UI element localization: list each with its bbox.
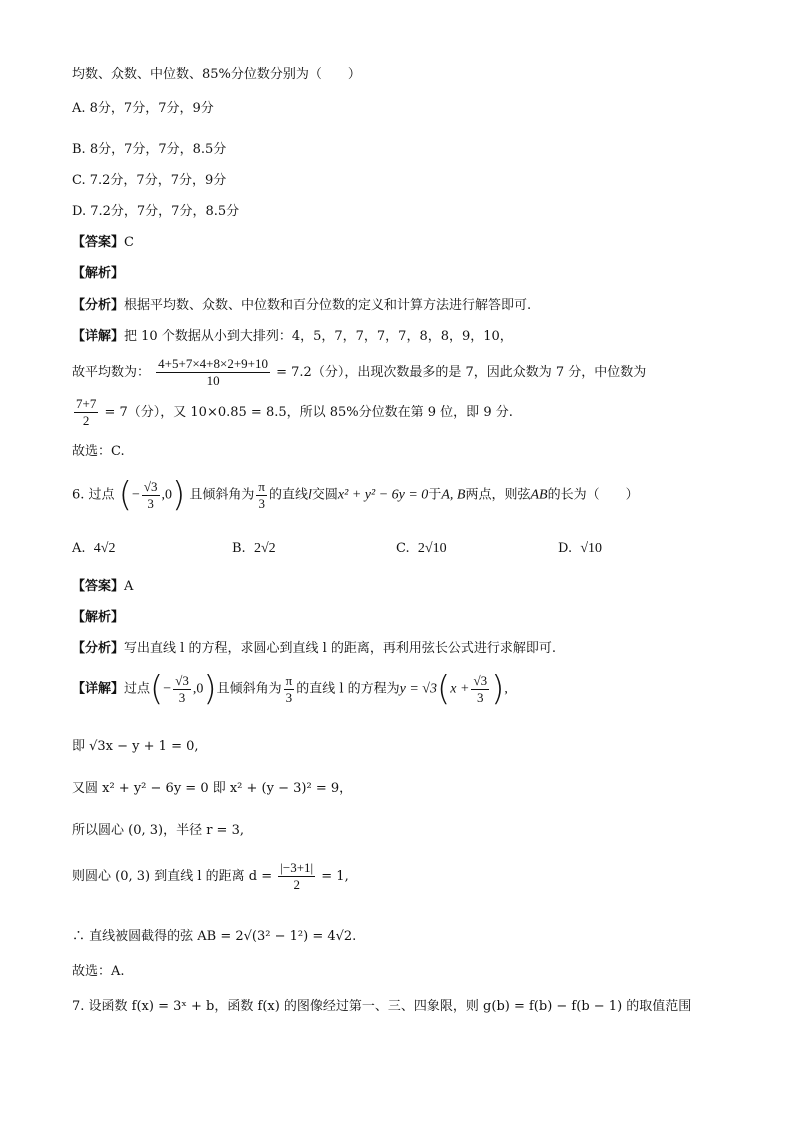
stem-mid1: 且倾斜角为 [189, 487, 255, 503]
xj-point-tail: ,0 [192, 681, 204, 697]
answer-value: C [124, 235, 134, 250]
q5-mean-line [72, 356, 646, 389]
q5-xiangjie [72, 328, 513, 346]
paren-close: ) [172, 475, 186, 515]
q6-line5 [72, 860, 349, 893]
eq-den: 3 [477, 689, 484, 705]
q5-choose: 故选：C. [72, 444, 125, 459]
eq-left: y = √3 [399, 681, 437, 697]
chord-ab: AB [530, 487, 548, 503]
mean-fraction [156, 356, 270, 389]
option-label: D. [558, 541, 573, 556]
q5-fenxi [72, 297, 531, 315]
median-suffix: = 7（分），又 10×0.85 = 8.5，所以 85%分位数在第 9 位，即 9 分. [104, 405, 513, 420]
point-fraction [142, 479, 160, 512]
stem-mid2: 的直线 [269, 487, 309, 503]
q5-answer [72, 234, 134, 252]
xiangjie-tag: 【详解】 [72, 329, 125, 344]
q6-fenxi [72, 640, 556, 658]
analysis-tag: 【解析】 [72, 610, 125, 625]
paren-open: ( [150, 669, 164, 709]
q6-number: 6. 过点 [72, 487, 115, 503]
q6-analysis-heading [72, 609, 124, 627]
option-label: A. [72, 541, 86, 556]
q6-option-a [72, 541, 115, 557]
median-denominator: 2 [82, 413, 90, 428]
xj-point-den: 3 [178, 689, 186, 705]
q6-option-c [396, 541, 447, 557]
q6-xiangjie-1: 【详解】过点(− $\frac{√3}{3}$ ,0)且倾斜角为 $\frac{\pi}{3}$ 的直线 l 的方程为y = √3(x + $\frac{√3}{3}$ ), [72, 669, 508, 709]
option-value: √10 [580, 541, 603, 556]
fenxi-text: 写出直线 l 的方程，求圆心到直线 l 的距离，再利用弦长公式进行求解即可. [124, 641, 556, 656]
stem-end: 的长为（ ） [547, 487, 639, 503]
xj-angle-num: π [285, 672, 293, 688]
analysis-tag: 【解析】 [72, 266, 125, 281]
answer-tag: 【答案】 [72, 579, 125, 594]
q5-stem-tail: 均数、众数、中位数、85%分位数分别为（ ） [72, 67, 361, 82]
line5-b: = 1, [321, 869, 349, 884]
answer-value: A [124, 579, 134, 594]
xj-angle-den: 3 [285, 689, 293, 705]
ab-points: A, B [441, 487, 466, 503]
distance-num: |−3+1| [280, 860, 314, 875]
q6-line2: 即 √3x − y + 1 = 0, [72, 739, 199, 754]
point-tail: ,0 [161, 487, 172, 503]
answer-tag: 【答案】 [72, 235, 125, 250]
eq-num: √3 [473, 672, 488, 688]
distance-den: 2 [293, 877, 300, 892]
q5-option-d: D. 7.2分，7分，7分，8.5分 [72, 204, 240, 219]
stem-mid3: 交圆 [311, 487, 338, 503]
point-den: 3 [147, 495, 154, 511]
mean-prefix: 故平均数为： [72, 365, 151, 380]
angle-num: π [258, 478, 265, 494]
option-label: C. [396, 541, 410, 556]
xiangjie-tag: 【详解】 [72, 681, 125, 697]
q5-median-line [72, 396, 513, 429]
mean-numerator: 4+5+7×4+8×2+9+10 [158, 356, 268, 371]
option-label: B. [232, 541, 246, 556]
xj1-b: 且倾斜角为 [216, 681, 282, 697]
line5-a: 则圆心 (0, 3) 到直线 l 的距离 d = [72, 869, 273, 884]
q6-line4: 所以圆心 (0, 3)，半径 r = 3, [72, 823, 244, 838]
xj1-c: 的直线 l 的方程为 [296, 681, 400, 697]
xj-point-num: √3 [175, 672, 189, 688]
q5-analysis-heading [72, 265, 124, 283]
point-num: √3 [143, 478, 158, 494]
xiangjie-text: 把 10 个数据从小到大排列：4，5，7，7，7，7，8，8，9，10， [124, 329, 513, 344]
mean-suffix: = 7.2（分），出现次数最多的是 7，因此众数为 7 分，中位数为 [276, 365, 647, 380]
angle-fraction [256, 479, 267, 512]
fenxi-text: 根据平均数、众数、中位数和百分位数的定义和计算方法进行解答即可. [124, 298, 532, 313]
q5-option-b: B. 8分，7分，7分，8.5分 [72, 142, 227, 157]
angle-den: 3 [258, 495, 265, 511]
option-value: 2√10 [417, 541, 447, 556]
q6-option-d [558, 541, 602, 557]
paren-close: ) [491, 669, 505, 709]
q6-option-b [232, 541, 276, 557]
paren-open: ( [118, 475, 132, 515]
circle-equation: x² + y² − 6y = 0 [337, 487, 429, 503]
q6-line3: 又圆 x² + y² − 6y = 0 即 x² + (y − 3)² = 9， [72, 781, 353, 796]
distance-fraction [278, 860, 315, 893]
q6-stem: 6. 过点 (− $\frac{√3}{3}$ ,0) 且倾斜角为 $\frac{\pi}{3}$ 的直线l交圆x² + y² − 6y = 0于A, B两点，则弦AB的长为（ ） [72, 475, 639, 515]
q6-answer [72, 578, 133, 596]
eq-fraction [471, 673, 489, 706]
q5-option-a: A. 8分，7分，7分，9分 [72, 101, 214, 116]
fenxi-tag: 【分析】 [72, 641, 125, 656]
q6-choose: 故选：A. [72, 964, 125, 979]
stem-mid5: 两点，则弦 [465, 487, 531, 503]
median-fraction [74, 396, 98, 429]
q5-option-c: C. 7.2分，7分，7分，9分 [72, 173, 227, 188]
median-numerator: 7+7 [76, 396, 97, 411]
stem-mid4: 于 [428, 487, 442, 503]
xj-point-fraction [173, 673, 191, 706]
xj-angle-fraction [284, 673, 295, 706]
q6-line6: ∴ 直线被圆截得的弦 AB = 2√(3² − 1²) = 4√2. [72, 929, 357, 944]
paren-open: ( [437, 669, 451, 709]
option-value: 2√2 [253, 541, 276, 556]
xj1-a: 过点 [124, 681, 151, 697]
mean-denominator: 10 [206, 373, 220, 388]
line-l: l [308, 487, 312, 503]
fenxi-tag: 【分析】 [72, 298, 125, 313]
eq-inner: x + [450, 681, 470, 697]
paren-close: ) [203, 669, 217, 709]
option-value: 4√2 [93, 541, 116, 556]
q7-stem: 7. 设函数 f(x) = 3ˣ + b，函数 f(x) 的图像经过第一、三、四象限，则 g(b) = f(b) − f(b − 1) 的取值范围 [72, 999, 692, 1014]
